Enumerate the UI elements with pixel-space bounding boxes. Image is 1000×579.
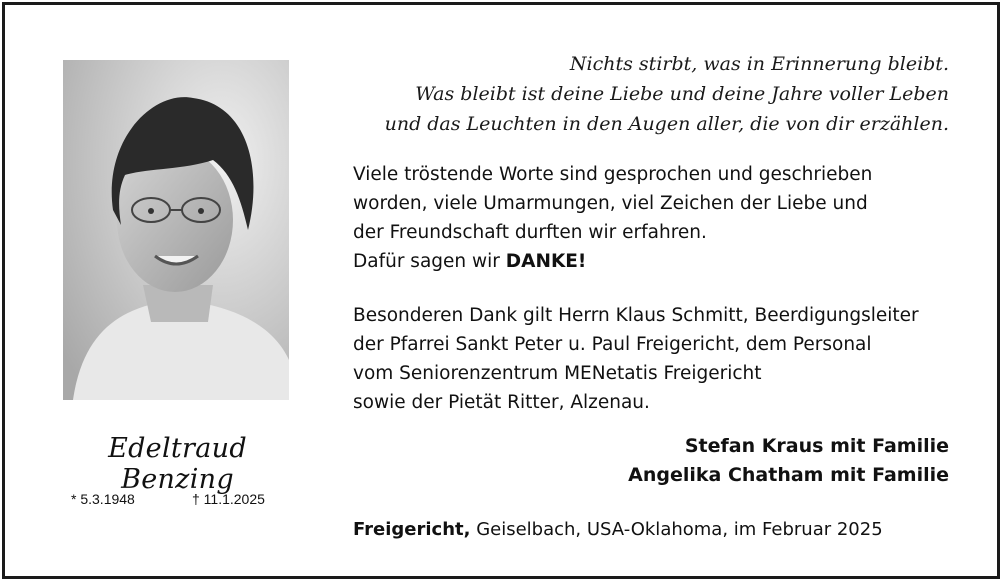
place-bold: Freigericht, (353, 519, 471, 540)
special-line: sowie der Pietät Ritter, Alzenau. (353, 392, 650, 413)
deceased-name: Edeltraud Benzing (108, 433, 247, 495)
thanks-line: der Freundschaft durften wir erfahren. (353, 222, 707, 243)
quote-line: Nichts stirbt, was in Erinnerung bleibt. (569, 53, 949, 75)
special-line: vom Seniorenzentrum MENetatis Freigericht (353, 363, 762, 384)
quote-line: Was bleibt ist deine Liebe und deine Jahre voller Leben (415, 83, 949, 105)
quote-line: und das Leuchten in den Augen aller, die von dir erzählen. (384, 113, 949, 135)
thanks-prefix: Dafür sagen wir (353, 251, 506, 272)
birth-date: * 5.3.1948 (71, 491, 135, 507)
place-rest: Geiselbach, USA-Oklahoma, im Februar 2025 (470, 519, 883, 540)
death-date: † 11.1.2025 (192, 491, 265, 507)
portrait-photo (63, 60, 289, 400)
thanks-line: Viele tröstende Worte sind gesprochen und geschrieben (353, 164, 873, 185)
signature-line: Angelika Chatham mit Familie (628, 464, 949, 486)
danke-text: DANKE! (505, 251, 587, 272)
signature-line: Stefan Kraus mit Familie (684, 435, 949, 457)
special-line: Besonderen Dank gilt Herrn Klaus Schmitt, Beerdigungsleiter (353, 305, 919, 326)
place-and-date (353, 519, 883, 540)
obituary-card (2, 2, 1000, 579)
portrait-illustration (63, 60, 289, 400)
thanks-paragraph (353, 160, 872, 276)
thanks-line (353, 247, 872, 276)
special-thanks-paragraph (353, 301, 919, 417)
memorial-quote (385, 49, 949, 139)
family-signatures (628, 432, 949, 490)
special-line: der Pfarrei Sankt Peter u. Paul Freigericht, dem Personal (353, 334, 872, 355)
thanks-line: worden, viele Umarmungen, viel Zeichen der Liebe und (353, 193, 868, 214)
